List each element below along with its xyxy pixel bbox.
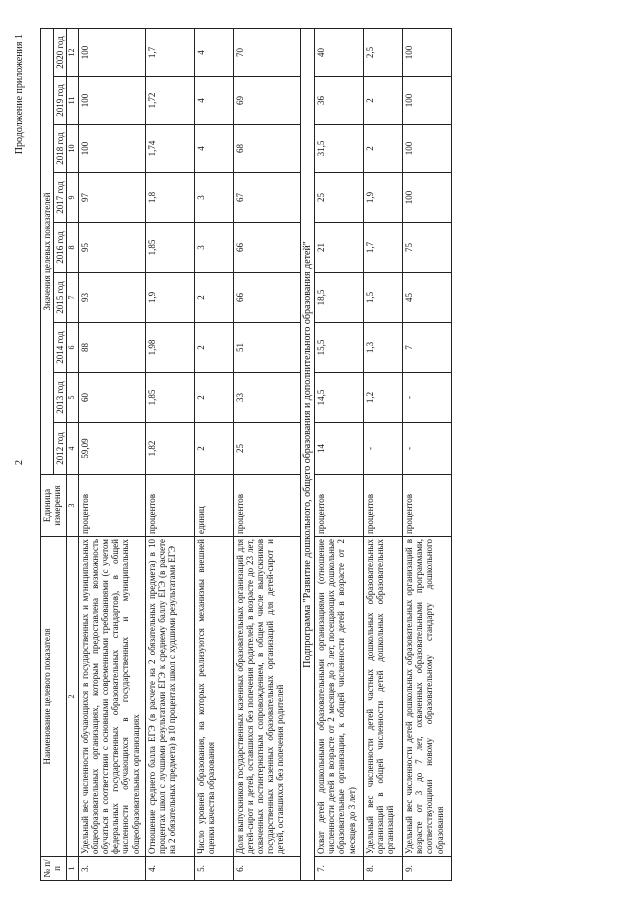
row-num: 8.	[364, 857, 403, 881]
row-value: 67	[234, 173, 301, 223]
continuation-label: Продолжение приложения 1	[14, 34, 25, 155]
column-index: 8	[67, 223, 79, 273]
column-index: 11	[67, 77, 79, 125]
row-value: 60	[79, 373, 146, 423]
row-value: 40	[315, 28, 364, 76]
row-value: -	[403, 423, 452, 475]
row-value: 31,5	[315, 125, 364, 173]
header-year: 2017 год	[54, 173, 67, 223]
header-year: 2014 год	[54, 323, 67, 373]
header-year: 2019 год	[54, 77, 67, 125]
row-value: 25	[315, 173, 364, 223]
row-unit: процентов	[79, 475, 146, 537]
row-name: Удельный вес численности детей дошкольных образовательных организаций в возрасте от 3 до 7 лет, охваченных образовательными программами, соответствующими новому образовательному стандарту дошкольного образования	[403, 537, 452, 857]
table-row	[195, 28, 234, 880]
row-unit: единиц	[195, 475, 234, 537]
row-value: 1,7	[146, 28, 195, 76]
row-value: 100	[403, 77, 452, 125]
header-values-group: Значения целевых показателей	[41, 28, 54, 474]
table-row	[234, 28, 301, 880]
row-value: 25	[234, 423, 301, 475]
row-name: Удельный вес численности детей частных дошкольных образовательных организаций в общей численности детей дошкольных образовательных организаций	[364, 537, 403, 857]
row-value: -	[364, 423, 403, 475]
row-unit: процентов	[364, 475, 403, 537]
row-value: 14	[315, 423, 364, 475]
row-value: 1,2	[364, 373, 403, 423]
column-index: 2	[67, 537, 79, 857]
row-value: 1,8	[146, 173, 195, 223]
table-row	[79, 28, 146, 880]
row-value: 4	[195, 28, 234, 76]
page-number: 2	[14, 460, 25, 465]
row-num: 7.	[315, 857, 364, 881]
row-value: 33	[234, 373, 301, 423]
row-value: 1,5	[364, 273, 403, 323]
row-value: 21	[315, 223, 364, 273]
subprogram-row	[301, 28, 315, 880]
row-unit: процентов	[234, 475, 301, 537]
table-row	[403, 28, 452, 880]
row-value: 2	[195, 323, 234, 373]
row-value: 95	[79, 223, 146, 273]
row-value: 88	[79, 323, 146, 373]
row-value: 100	[403, 125, 452, 173]
row-value: 75	[403, 223, 452, 273]
row-value: 70	[234, 28, 301, 76]
row-value: 100	[79, 28, 146, 76]
row-value: 2	[195, 273, 234, 323]
header-unit: Единица измерения	[41, 475, 67, 537]
row-value: 45	[403, 273, 452, 323]
row-value: 68	[234, 125, 301, 173]
row-value: 1,85	[146, 373, 195, 423]
row-value: 1,9	[364, 173, 403, 223]
row-value: 4	[195, 125, 234, 173]
row-num: 4.	[146, 857, 195, 881]
row-value: 59,09	[79, 423, 146, 475]
row-value: 4	[195, 77, 234, 125]
target-indicators-table	[40, 28, 452, 881]
row-value: 66	[234, 223, 301, 273]
row-value: 93	[79, 273, 146, 323]
row-value: 69	[234, 77, 301, 125]
row-value: 100	[403, 28, 452, 76]
row-unit: процентов	[403, 475, 452, 537]
row-name: Отношение среднего балла ЕГЭ (в расчете на 2 обязательных предмета) в 10 процентах школ с лучшими результатами ЕГЭ к среднему баллу ЕГЭ (в расчете на 2 обязательных предмета) в 10 процентах школ с худшими результатами ЕГЭ	[146, 537, 195, 857]
column-index: 5	[67, 373, 79, 423]
row-name: Удельный вес численности обучающихся в государственных и муниципальных общеобразовательных организациях, которым предоставлена возможность обучаться в соответствии с основными современными требованиями (с учетом федеральных государственных образовательных стандартов), в общей численности обучающихся в государственных и муниципальных общеобразовательных организациях	[79, 537, 146, 857]
row-value: 15,5	[315, 323, 364, 373]
row-name: Доля выпускников государственных казенных образовательных организаций для детей-сирот и детей, оставшихся без попечения родителей, в возрасте до 23 лет, охваченных постинтернатным сопровождением, в общем числе выпускников государственных казенных образовательных организаций для детей-сирот и детей, оставшихся без попечения родителей	[234, 537, 301, 857]
header-num: № п/п	[41, 857, 67, 881]
row-num: 3.	[79, 857, 146, 881]
row-num: 6.	[234, 857, 301, 881]
row-value: 3	[195, 223, 234, 273]
column-index: 4	[67, 423, 79, 475]
row-value: 2	[364, 125, 403, 173]
row-value: 1,85	[146, 223, 195, 273]
row-value: 2	[195, 423, 234, 475]
table-row	[146, 28, 195, 880]
row-name: Число уровней образования, на которых реализуются механизмы внешней оценки качества образования	[195, 537, 234, 857]
row-value: 1,72	[146, 77, 195, 125]
column-index-row	[67, 28, 79, 880]
column-index: 3	[67, 475, 79, 537]
row-value: 100	[403, 173, 452, 223]
row-value: 2	[364, 77, 403, 125]
header-year: 2018 год	[54, 125, 67, 173]
column-index: 10	[67, 125, 79, 173]
row-num: 5.	[195, 857, 234, 881]
column-index: 1	[67, 857, 79, 881]
column-index: 12	[67, 28, 79, 76]
row-value: 1,82	[146, 423, 195, 475]
row-value: 1,7	[364, 223, 403, 273]
row-num: 9.	[403, 857, 452, 881]
row-value: 2	[195, 373, 234, 423]
row-value: 100	[79, 125, 146, 173]
column-index: 7	[67, 273, 79, 323]
row-value: 1,3	[364, 323, 403, 373]
header-year: 2016 год	[54, 223, 67, 273]
header-name: Наименование целевого показателя	[41, 537, 67, 857]
header-year: 2013 год	[54, 373, 67, 423]
row-value: 1,74	[146, 125, 195, 173]
row-value: 1,9	[146, 273, 195, 323]
table-row	[315, 28, 364, 880]
header-year: 2020 год	[54, 28, 67, 76]
header-year: 2015 год	[54, 273, 67, 323]
row-value: 51	[234, 323, 301, 373]
row-unit: процентов	[146, 475, 195, 537]
row-value: 14,5	[315, 373, 364, 423]
row-value: 7	[403, 323, 452, 373]
row-value: 100	[79, 77, 146, 125]
row-name: Охват детей дошкольными образовательными организациями (отношение численности детей в возрасте от 2 месяцев до 3 лет, посещающих дошкольные образовательные организации, к общей численности детей в возрасте от 2 месяцев до 3 лет)	[315, 537, 364, 857]
row-value: 2,5	[364, 28, 403, 76]
row-value: 18,5	[315, 273, 364, 323]
header-year: 2012 год	[54, 423, 67, 475]
row-value: 1,98	[146, 323, 195, 373]
row-value: 97	[79, 173, 146, 223]
subprogram-title: Подпрограмма "Развитие дошкольного, общего образования и дополнительного образования детей"	[301, 28, 315, 880]
row-value: 66	[234, 273, 301, 323]
row-value: -	[403, 373, 452, 423]
column-index: 6	[67, 323, 79, 373]
column-index: 9	[67, 173, 79, 223]
row-unit: процентов	[315, 475, 364, 537]
row-value: 3	[195, 173, 234, 223]
table-row	[364, 28, 403, 880]
row-value: 36	[315, 77, 364, 125]
